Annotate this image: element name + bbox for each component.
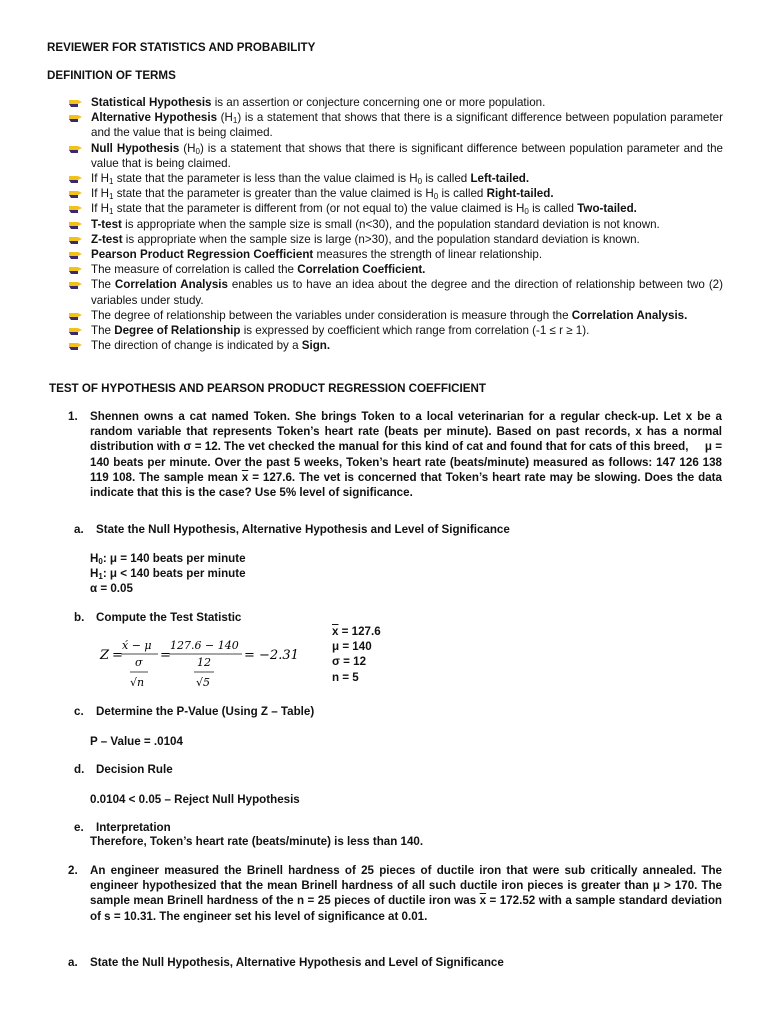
problem-number: 1. bbox=[68, 410, 78, 423]
list-item: Statistical Hypothesis is an assertion or conjecture concerning one or more population. bbox=[66, 95, 723, 110]
hand-pointer-bullet-icon bbox=[69, 143, 83, 154]
z-test-formula bbox=[98, 636, 308, 692]
problem-text: Shennen owns a cat named Token. She brings Token to a local veterinarian for a regular check-up. Let x be a random variable that represents Token’s heart rate (beats per minute). Based on past records, x has a normal distribution with σ = 12. The vet checked the manual for this kind of cat and found that for cats of this breed, μ = 140 beats per minute. Over the past 5 weeks, Token’s heart rate (beats/minute) measured as follows: 147 126 138 119 108. The sample mean $\overline{x} = 127.6$. The vet is concerned that Token’s heart rate may be slowing. Does the data indicate that this is the case? Use 5% level of significance. bbox=[90, 410, 722, 500]
given-sigma: σ = 12 bbox=[332, 655, 367, 669]
definitions-heading: DEFINITION OF TERMS bbox=[47, 69, 176, 82]
significance-level: α = 0.05 bbox=[90, 582, 133, 595]
list-item: If $H_1$ state that the parameter is different from (or not equal to) the value claimed is $H_0$ is called Two-tailed. bbox=[66, 201, 723, 216]
formula-eq2: = bbox=[160, 648, 171, 663]
hand-pointer-bullet-icon bbox=[69, 325, 83, 336]
list-item: The Correlation Analysis enables us to have an idea about the degree and the direction of relationship between two (2) variables under study. bbox=[66, 277, 723, 307]
formula-num1: x́ − μ bbox=[122, 639, 152, 652]
step-letter: b. bbox=[74, 611, 85, 624]
step-label: State the Null Hypothesis, Alternative Hypothesis and Level of Significance bbox=[96, 523, 510, 536]
hand-pointer-bullet-icon bbox=[69, 188, 83, 199]
null-hypothesis: $H_0$: μ = 140 beats per minute bbox=[90, 552, 246, 566]
list-item: Pearson Product Regression Coefficient measures the strength of linear relationship. bbox=[66, 247, 723, 262]
formula-root2: √5 bbox=[196, 676, 211, 689]
step-letter: a. bbox=[74, 523, 84, 536]
given-xbar: $\overline{x} = 127.6$ bbox=[332, 625, 381, 638]
list-item: T-test is appropriate when the sample size is small (n<30), and the population standard deviation is not known. bbox=[66, 217, 723, 232]
list-item: The measure of correlation is called the Correlation Coefficient. bbox=[66, 262, 723, 277]
test-section-heading: TEST OF HYPOTHESIS AND PEARSON PRODUCT REGRESSION COEFFICIENT bbox=[49, 382, 486, 395]
hand-pointer-bullet-icon bbox=[69, 219, 83, 230]
hand-pointer-bullet-icon bbox=[69, 279, 83, 290]
hand-pointer-bullet-icon bbox=[69, 97, 83, 108]
step-label: Decision Rule bbox=[96, 763, 173, 776]
step-label: Determine the P-Value (Using Z – Table) bbox=[96, 705, 315, 718]
hand-pointer-bullet-icon bbox=[69, 340, 83, 351]
hand-pointer-bullet-icon bbox=[69, 264, 83, 275]
problem-text: An engineer measured the Brinell hardness of 25 pieces of ductile iron that were sub critically annealed. The engineer hypothesized that the mean Brinell hardness of all such ductile iron pieces is greater than μ > 170. The sample mean Brinell hardness of the n = 25 pieces of ductile iron was $\overline{x} = 172.52$ with a sample standard deviation of s = 10.31. The engineer set his level of significance at 0.01. bbox=[90, 864, 723, 923]
formula-z: Z bbox=[100, 648, 110, 663]
formula-num2: 127.6 − 140 bbox=[170, 639, 239, 652]
list-item: Alternative Hypothesis $(H_1)$ is a statement that shows that there is a significant difference between population parameter and the value that is being claimed. bbox=[66, 110, 723, 140]
step-letter: e. bbox=[74, 821, 84, 834]
interpretation: Therefore, Token’s heart rate (beats/minute) is less than 140. bbox=[90, 835, 424, 848]
list-item: The direction of change is indicated by a Sign. bbox=[66, 338, 723, 353]
list-item: Z-test is appropriate when the sample size is large (n>30), and the population standard deviation is known. bbox=[66, 232, 723, 247]
alternative-hypothesis: $H_1$: μ < 140 beats per minute bbox=[90, 567, 246, 581]
formula-den2: 12 bbox=[197, 656, 211, 669]
formula-den1: σ bbox=[135, 656, 143, 669]
step-label: Compute the Test Statistic bbox=[96, 611, 242, 624]
step-letter: d. bbox=[74, 763, 85, 776]
step-label: Interpretation bbox=[96, 821, 171, 834]
hand-pointer-bullet-icon bbox=[69, 234, 83, 245]
given-values bbox=[332, 624, 381, 685]
list-item: Null Hypothesis $(H_0)$ is a statement that shows that there is significant difference between population parameter and the value that is being claimed. bbox=[66, 141, 723, 171]
decision: 0.0104 < 0.05 – Reject Null Hypothesis bbox=[90, 793, 300, 806]
list-item: The Degree of Relationship is expressed by coefficient which range from correlation (-1 ≤ r ≥ 1). bbox=[66, 323, 723, 338]
formula-result: = −2.31 bbox=[244, 648, 299, 663]
formula-root1: √n bbox=[130, 676, 145, 689]
step-letter: c. bbox=[74, 705, 84, 718]
problem-number: 2. bbox=[68, 864, 78, 877]
hand-pointer-bullet-icon bbox=[69, 203, 83, 214]
hand-pointer-bullet-icon bbox=[69, 310, 83, 321]
hand-pointer-bullet-icon bbox=[69, 249, 83, 260]
list-item: If $H_1$ state that the parameter is less than the value claimed is $H_0$ is called Left-tailed. bbox=[66, 171, 723, 186]
step-letter: a. bbox=[68, 956, 78, 969]
definitions-list bbox=[66, 95, 723, 353]
list-item: The degree of relationship between the variables under consideration is measure through the Correlation Analysis. bbox=[66, 308, 723, 323]
list-item: If $H_1$ state that the parameter is greater than the value claimed is $H_0$ is called Right-tailed. bbox=[66, 186, 723, 201]
hand-pointer-bullet-icon bbox=[69, 173, 83, 184]
hand-pointer-bullet-icon bbox=[69, 112, 83, 123]
step-label: State the Null Hypothesis, Alternative Hypothesis and Level of Significance bbox=[90, 956, 504, 969]
p-value: P – Value = .0104 bbox=[90, 735, 183, 748]
given-mu: μ = 140 bbox=[332, 640, 372, 654]
document-title: REVIEWER FOR STATISTICS AND PROBABILITY bbox=[47, 41, 316, 54]
given-n: n = 5 bbox=[332, 670, 359, 684]
formula-eq: = bbox=[112, 648, 123, 663]
